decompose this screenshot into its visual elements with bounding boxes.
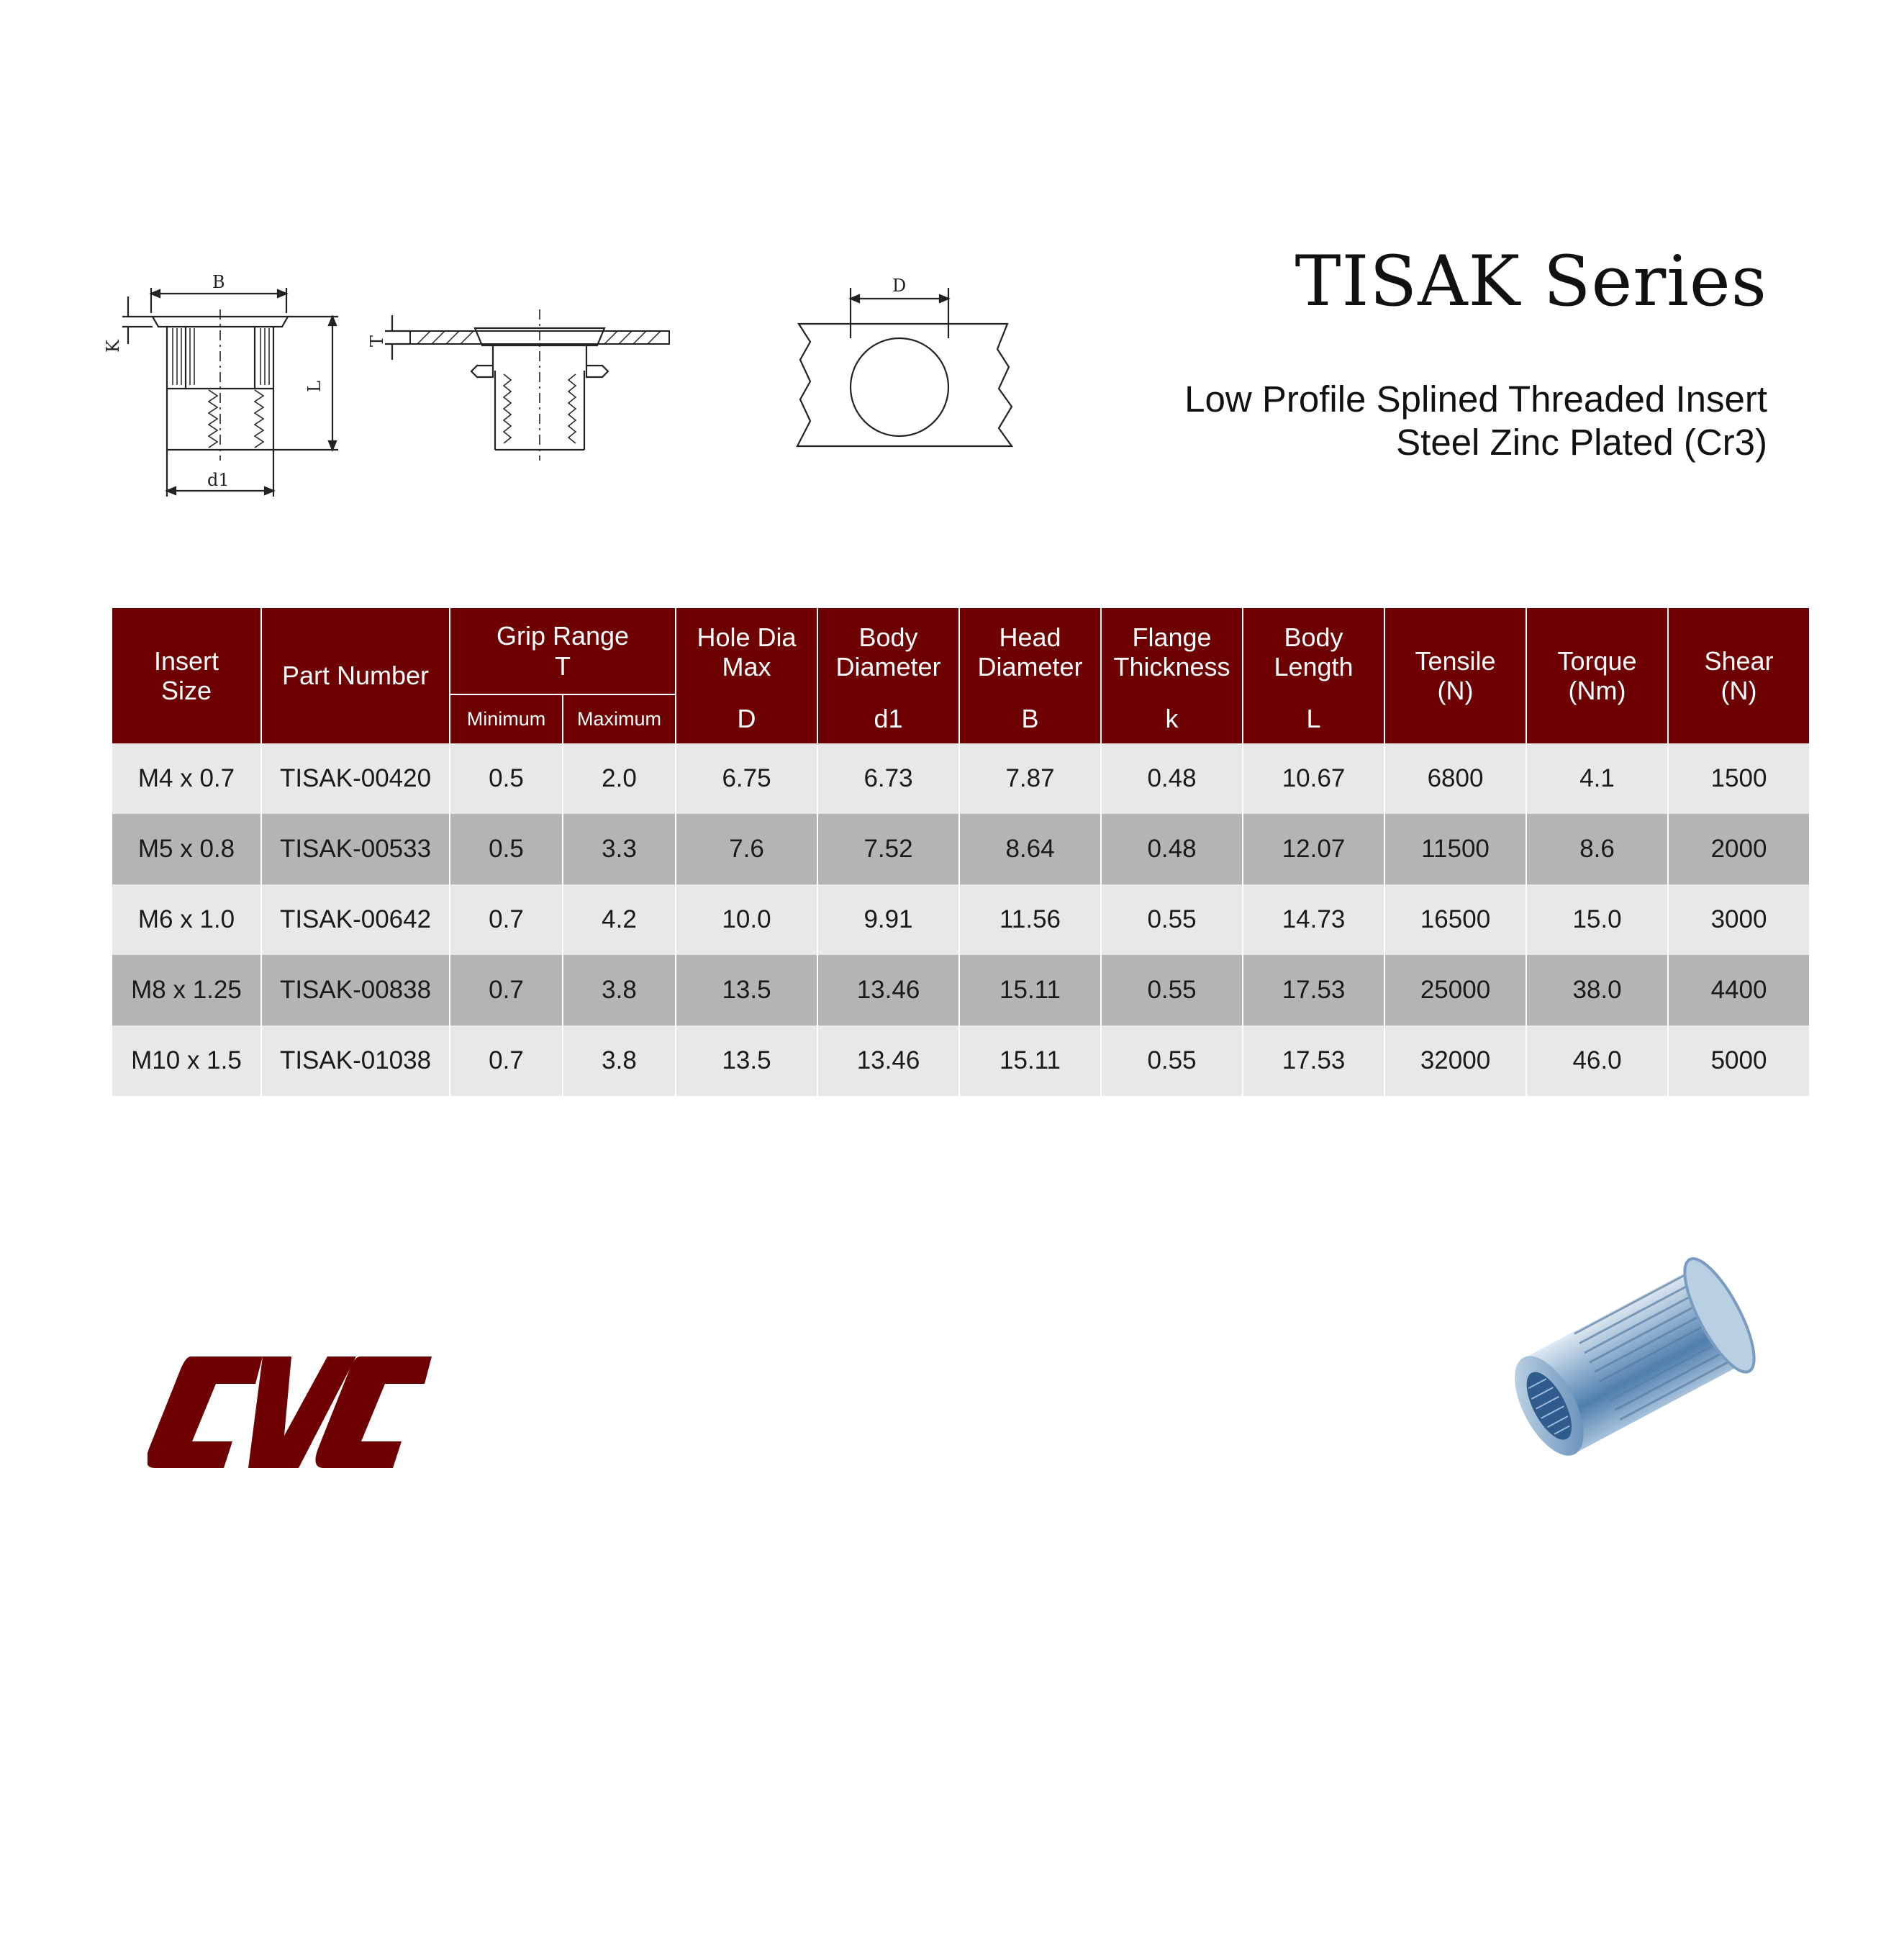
label-L: L	[304, 381, 325, 392]
subtitle-line-2: Steel Zinc Plated (Cr3)	[1396, 422, 1767, 463]
cell-head-diameter: 8.64	[959, 814, 1101, 884]
cvc-logo	[148, 1357, 432, 1468]
head-diameter-symbol: B	[1021, 703, 1039, 733]
cell-body-length: 17.53	[1243, 955, 1384, 1025]
header-grip-maximum: Maximum	[563, 694, 676, 743]
table-row	[112, 884, 1810, 955]
header-body-diameter	[817, 608, 959, 743]
label-D: D	[892, 276, 907, 296]
head-diameter-label: Head Diameter	[977, 622, 1083, 682]
cell-head-diameter: 15.11	[959, 1025, 1101, 1096]
cell-grip-max: 3.8	[563, 955, 676, 1025]
cell-insert-size: M5 x 0.8	[112, 814, 261, 884]
cell-body-length: 12.07	[1243, 814, 1384, 884]
cell-hole-dia: 6.75	[676, 743, 817, 814]
cell-tensile: 25000	[1384, 955, 1526, 1025]
cell-shear: 5000	[1668, 1025, 1810, 1096]
header-grip-minimum: Minimum	[450, 694, 563, 743]
table-row	[112, 1025, 1810, 1096]
hole-dia-symbol: D	[737, 703, 756, 733]
cell-body-length: 10.67	[1243, 743, 1384, 814]
cell-grip-min: 0.5	[450, 814, 563, 884]
body-diameter-label: Body Diameter	[835, 622, 941, 682]
product-image	[1482, 1238, 1785, 1468]
cell-grip-min: 0.7	[450, 884, 563, 955]
header-flange-thickness	[1101, 608, 1243, 743]
cell-flange-thickness: 0.48	[1101, 743, 1243, 814]
table-row	[112, 955, 1810, 1025]
cell-torque: 15.0	[1526, 884, 1668, 955]
cell-part-number: TISAK-00838	[261, 955, 450, 1025]
cell-part-number: TISAK-00420	[261, 743, 450, 814]
cell-head-diameter: 7.87	[959, 743, 1101, 814]
header-part-number: Part Number	[261, 608, 450, 743]
cell-grip-max: 4.2	[563, 884, 676, 955]
cell-torque: 38.0	[1526, 955, 1668, 1025]
grip-range-symbol: T	[555, 651, 571, 681]
header-body-length	[1243, 608, 1384, 743]
cell-insert-size: M6 x 1.0	[112, 884, 261, 955]
cell-body-diameter: 13.46	[817, 1025, 959, 1096]
cell-torque: 8.6	[1526, 814, 1668, 884]
cell-hole-dia: 13.5	[676, 955, 817, 1025]
subtitle-line-1: Low Profile Splined Threaded Insert	[1184, 379, 1767, 420]
cell-tensile: 6800	[1384, 743, 1526, 814]
header-shear: Shear (N)	[1668, 608, 1810, 743]
cell-torque: 4.1	[1526, 743, 1668, 814]
cell-shear: 1500	[1668, 743, 1810, 814]
label-K: K	[103, 340, 123, 353]
cell-part-number: TISAK-00642	[261, 884, 450, 955]
label-d1: d1	[207, 470, 230, 490]
cell-tensile: 32000	[1384, 1025, 1526, 1096]
body-length-label: Body Length	[1274, 622, 1354, 682]
body-length-symbol: L	[1306, 703, 1321, 733]
cell-hole-dia: 13.5	[676, 1025, 817, 1096]
cell-body-length: 17.53	[1243, 1025, 1384, 1096]
body-diameter-symbol: d1	[874, 703, 903, 733]
label-B: B	[212, 272, 225, 292]
cell-flange-thickness: 0.55	[1101, 955, 1243, 1025]
cell-grip-max: 3.3	[563, 814, 676, 884]
hole-dia-label: Hole Dia Max	[697, 622, 797, 682]
label-T: T	[367, 335, 387, 347]
header-head-diameter	[959, 608, 1101, 743]
cell-body-length: 14.73	[1243, 884, 1384, 955]
header-tensile: Tensile (N)	[1384, 608, 1526, 743]
flange-thickness-symbol: k	[1165, 703, 1179, 733]
cell-flange-thickness: 0.55	[1101, 884, 1243, 955]
cell-tensile: 11500	[1384, 814, 1526, 884]
cell-insert-size: M8 x 1.25	[112, 955, 261, 1025]
cell-insert-size: M4 x 0.7	[112, 743, 261, 814]
table-row	[112, 743, 1810, 814]
cell-head-diameter: 15.11	[959, 955, 1101, 1025]
cell-flange-thickness: 0.48	[1101, 814, 1243, 884]
cell-shear: 3000	[1668, 884, 1810, 955]
cell-flange-thickness: 0.55	[1101, 1025, 1243, 1096]
cell-head-diameter: 11.56	[959, 884, 1101, 955]
cell-body-diameter: 7.52	[817, 814, 959, 884]
cell-torque: 46.0	[1526, 1025, 1668, 1096]
cell-insert-size: M10 x 1.5	[112, 1025, 261, 1096]
cell-shear: 4400	[1668, 955, 1810, 1025]
cell-shear: 2000	[1668, 814, 1810, 884]
page-title: TISAK Series	[1295, 241, 1767, 322]
cell-body-diameter: 9.91	[817, 884, 959, 955]
header-hole-dia	[676, 608, 817, 743]
cell-body-diameter: 13.46	[817, 955, 959, 1025]
cell-grip-min: 0.7	[450, 955, 563, 1025]
header-insert-size: Insert Size	[112, 608, 261, 743]
cell-part-number: TISAK-00533	[261, 814, 450, 884]
cell-part-number: TISAK-01038	[261, 1025, 450, 1096]
flange-thickness-label: Flange Thickness	[1113, 622, 1230, 682]
hole-view	[797, 288, 1012, 446]
spec-table	[111, 608, 1810, 1096]
cell-grip-max: 3.8	[563, 1025, 676, 1096]
grip-range-label: Grip Range	[496, 621, 630, 651]
cell-grip-min: 0.7	[450, 1025, 563, 1096]
table-row	[112, 814, 1810, 884]
cell-hole-dia: 10.0	[676, 884, 817, 955]
cell-grip-max: 2.0	[563, 743, 676, 814]
installed-view	[385, 309, 669, 461]
technical-drawings	[101, 259, 1051, 504]
header-torque: Torque (Nm)	[1526, 608, 1668, 743]
cell-grip-min: 0.5	[450, 743, 563, 814]
cell-hole-dia: 7.6	[676, 814, 817, 884]
header-grip-range	[450, 608, 676, 694]
cell-body-diameter: 6.73	[817, 743, 959, 814]
cell-tensile: 16500	[1384, 884, 1526, 955]
